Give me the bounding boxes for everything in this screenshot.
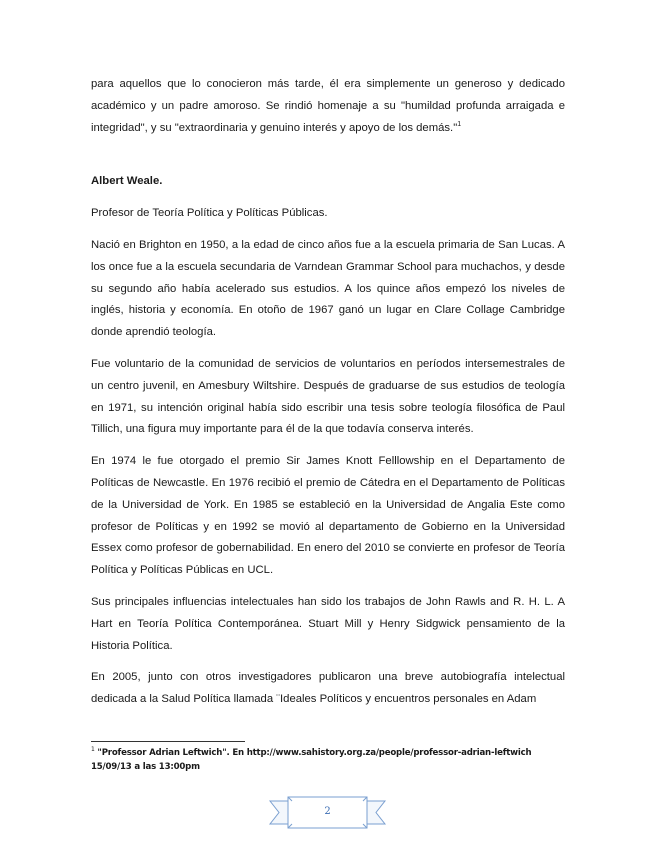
footnote-marker: 1 bbox=[91, 746, 95, 754]
paragraph-intro bbox=[91, 74, 565, 139]
paragraph-career: En 1974 le fue otorgado el premio Sir James Knott Felllowship en el Departamento de Políticas de Newcastle. En 1976 recibió el premio de Cátedra en el Departamento de Políticas de la Universidad de York. En 1985 se estableció en la Universidad de Angalia Este como profesor de Políticas y en 1992 se movió al departamento de Gobierno en la Universidad Essex como profesor de gobernabilidad. En enero del 2010 se convierte en profesor de Teoría Política y Políticas Públicas en UCL. bbox=[91, 455, 565, 577]
footnote-reference: 1 bbox=[457, 120, 462, 128]
paragraph-volunteer: Fue voluntario de la comunidad de servicios de voluntarios en períodos intersemestrales de un centro juvenil, en Amesbury Wiltshire. Después de graduarse de sus estudios de teología en 1971, su intención original había sido escribir una tesis sobre teología filosófica de Paul Tillich, una figura muy importante para él de la que todavía conserva interés. bbox=[91, 357, 565, 436]
page-number-ribbon bbox=[268, 795, 387, 830]
paragraph-autobiography: En 2005, junto con otros investigadores publicaron una breve autobiografía intelectual dedicada a la Salud Política llamada ¨Ideales Políticos y encuentros personales en Adam bbox=[91, 671, 565, 706]
body-text bbox=[91, 74, 565, 721]
footnote bbox=[91, 746, 565, 774]
footnote-text: "Professor Adrian Leftwich". En http://www.sahistory.org.za/people/professor-adrian-leftwich 15/09/13 a las 13:00pm bbox=[91, 748, 532, 772]
paragraph-intro-text: para aquellos que lo conocieron más tarde, él era simplemente un generoso y dedicado académico y un padre amoroso. Se rindió homenaje a su "humildad profunda arraigada e integridad", y su "extraordinaria y genuino interés y apoyo de los demás." bbox=[91, 78, 565, 134]
paragraph-influences: Sus principales influencias intelectuales han sido los trabajos de John Rawls and R. H. L. A Hart en Teoría Política Contemporánea. Stuart Mill y Henry Sidgwick pensamiento de la Historia Política. bbox=[91, 595, 565, 652]
section-heading: Albert Weale. bbox=[91, 175, 163, 188]
paragraph-birth: Nació en Brighton en 1950, a la edad de cinco años fue a la escuela primaria de San Lucas. A los once fue a la escuela secundaria de Varndean Grammar School para muchachos, y desde su segundo año había acelerado sus estudios. A los quince años empezó los niveles de inglés, historia y economía. En otoño de 1967 ganó un lugar en Clare Collage Cambridge donde aprendió teología. bbox=[91, 238, 565, 339]
footnote-separator bbox=[91, 741, 245, 742]
page-number: 2 bbox=[324, 806, 331, 817]
paragraph-title: Profesor de Teoría Política y Políticas Públicas. bbox=[91, 207, 328, 220]
